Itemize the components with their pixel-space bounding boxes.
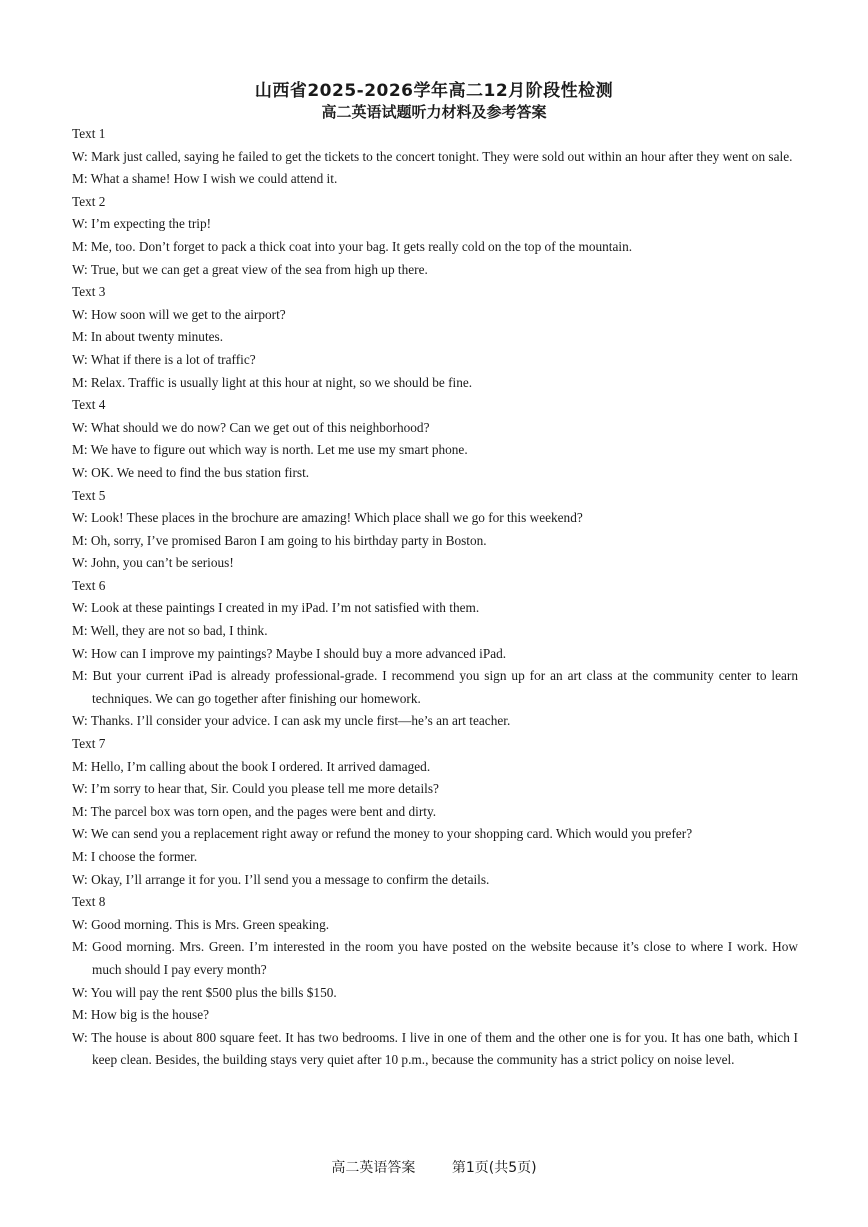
dialogue-line: M: I choose the former.	[72, 849, 198, 864]
dialogue-line: W: How can I improve my paintings? Maybe I should buy a more advanced iPad.	[72, 645, 507, 661]
dialogue-line: M: In about twenty minutes.	[72, 329, 224, 345]
dialogue-line: W: We can send you a replacement right away or refund the money to your shopping card. Which would you prefer?	[72, 826, 693, 842]
section-label-text-7: Text 7	[72, 736, 106, 752]
dialogue-line: M: How big is the house?	[72, 1007, 210, 1023]
footer-subject: 高二英语答案	[331, 1160, 416, 1176]
footer-page-number: 第1页(共5页)	[451, 1160, 537, 1176]
dialogue-line: W: Mark just called, saying he failed to get the tickets to the concert tonight. They were sold out within an hour after they went on sale.	[72, 148, 793, 164]
dialogue-line: M: Me, too. Don’t forget to pack a thick coat into your bag. It gets really cold on the top of the mountain.	[72, 238, 633, 254]
dialogue-line: W: What if there is a lot of traffic?	[72, 351, 256, 367]
dialogue-line: M: Relax. Traffic is usually light at this hour at night, so we should be fine.	[72, 374, 473, 390]
dialogue-line: M: But your current iPad is already professional-grade. I recommend you sign up for an art class at the community center to learn techniques. We can go together after finishing our homework.	[72, 668, 798, 706]
section-label-text-6: Text 6	[72, 577, 106, 593]
dialogue-line: M: We have to figure out which way is north. Let me use my smart phone.	[72, 442, 468, 458]
transcript-content	[72, 123, 798, 1072]
dialogue-line: M: Oh, sorry, I’ve promised Baron I am going to his birthday party in Boston.	[72, 532, 487, 548]
section-label-text-8: Text 8	[72, 894, 106, 910]
dialogue-line: W: What should we do now? Can we get out of this neighborhood?	[72, 419, 430, 435]
section-label-text-4: Text 4	[72, 397, 106, 413]
dialogue-line: W: Thanks. I’ll consider your advice. I can ask my uncle first—he’s an art teacher.	[72, 713, 511, 729]
dialogue-line: W: How soon will we get to the airport?	[72, 306, 286, 322]
dialogue-line: W: OK. We need to find the bus station first.	[72, 464, 310, 480]
dialogue-line: W: Good morning. This is Mrs. Green speaking.	[72, 916, 330, 932]
section-label-text-3: Text 3	[72, 284, 106, 300]
dialogue-line: W: Look at these paintings I created in my iPad. I’m not satisfied with them.	[72, 600, 480, 616]
section-label-text-2: Text 2	[72, 193, 106, 209]
dialogue-line: M: Well, they are not so bad, I think.	[72, 623, 268, 639]
dialogue-line: W: I’m expecting the trip!	[72, 216, 212, 232]
dialogue-line: M: The parcel box was torn open, and the pages were bent and dirty.	[72, 803, 437, 819]
section-label-text-5: Text 5	[72, 487, 106, 503]
page-title: 山西省2025-2026学年高二12月阶段性检测	[254, 81, 614, 101]
dialogue-line: W: True, but we can get a great view of the sea from high up there.	[72, 261, 428, 277]
dialogue-line: W: Look! These places in the brochure are amazing! Which place shall we go for this weekend?	[72, 510, 583, 526]
dialogue-line: M: Good morning. Mrs. Green. I’m interested in the room you have posted on the website because it’s close to where I work. How much should I pay every month?	[72, 939, 798, 977]
dialogue-line: W: The house is about 800 square feet. It has two bedrooms. I live in one of them and the other one is for you. It has one bath, which I keep clean. Besides, the building stays very quiet after 10 p.m., because the community has a strict policy on noise level.	[72, 1029, 798, 1068]
dialogue-line: W: You will pay the rent $500 plus the bills $150.	[72, 984, 337, 1000]
dialogue-line: W: John, you can’t be serious!	[72, 555, 234, 571]
section-label-text-1: Text 1	[72, 126, 106, 141]
dialogue-line: M: Hello, I’m calling about the book I ordered. It arrived damaged.	[72, 758, 431, 774]
page-subtitle: 高二英语试题听力材料及参考答案	[321, 103, 547, 121]
page-footer	[0, 1157, 868, 1177]
dialogue-line: W: I’m sorry to hear that, Sir. Could you please tell me more details?	[72, 781, 439, 797]
dialogue-line: W: Okay, I’ll arrange it for you. I’ll send you a message to confirm the details.	[72, 871, 490, 887]
dialogue-line: M: What a shame! How I wish we could attend it.	[72, 171, 338, 187]
